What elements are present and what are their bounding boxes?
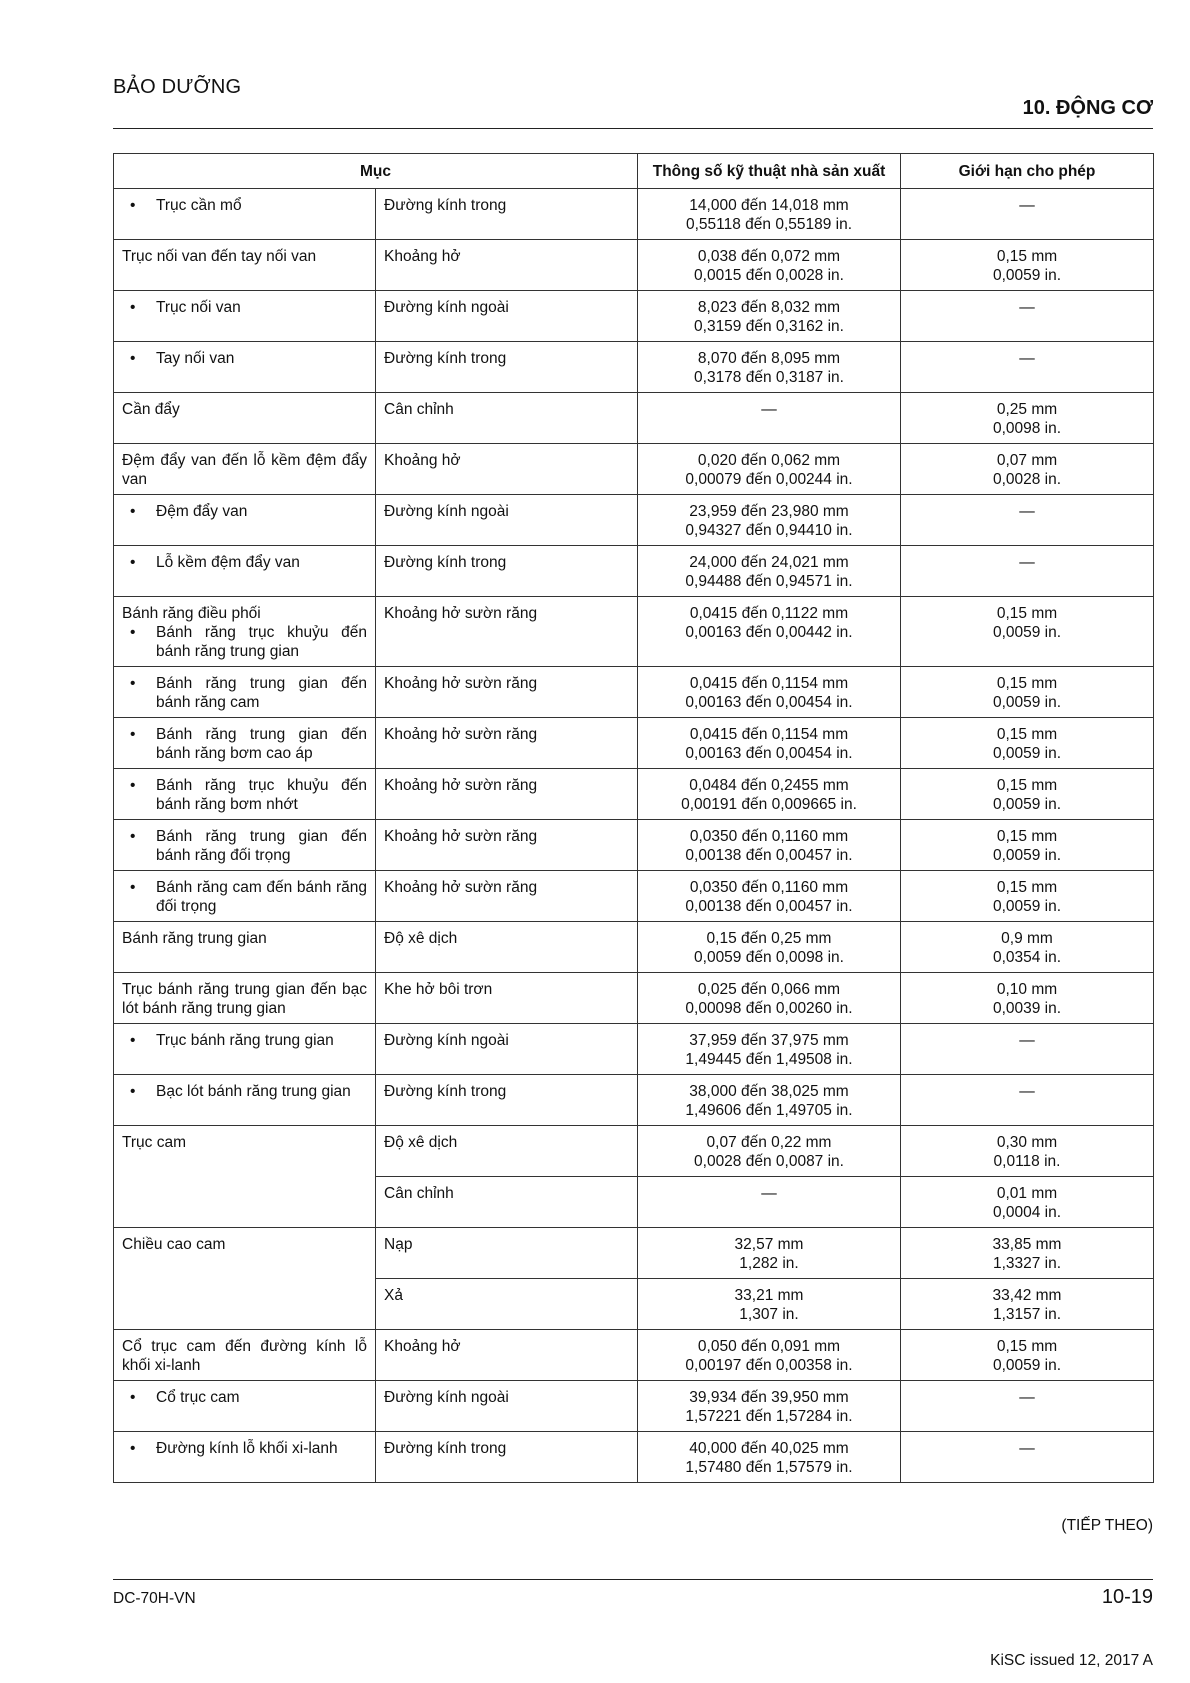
item-cell [114, 973, 376, 1024]
item-cell [114, 769, 376, 820]
spec-cell [638, 820, 901, 871]
item-label: Trục cam [122, 1134, 187, 1151]
limit-value: 0,0059 in. [992, 1357, 1062, 1374]
bullet-item [122, 502, 367, 521]
spec-cell [638, 393, 901, 444]
spec-value: 0,00191 đến 0,009665 in. [681, 796, 857, 813]
limit-cell [901, 1381, 1154, 1432]
spec-cell [638, 1024, 901, 1075]
parameter-cell: Xả [376, 1279, 638, 1330]
spec-cell [638, 1126, 901, 1177]
table-row [114, 546, 1154, 597]
bullet-icon: • [130, 675, 136, 692]
table-row [114, 189, 1154, 240]
spec-cell [638, 667, 901, 718]
spec-value: 0,00098 đến 0,00260 in. [685, 1000, 853, 1017]
column-header-limit: Giới hạn cho phép [901, 154, 1154, 189]
limit-cell [901, 342, 1154, 393]
column-header-item: Mục [114, 154, 638, 189]
spec-value: — [761, 401, 777, 418]
limit-cell [901, 922, 1154, 973]
spec-cell [638, 291, 901, 342]
item-cell [114, 546, 376, 597]
spec-value: 14,000 đến 14,018 mm [689, 197, 849, 214]
limit-value: — [1019, 197, 1035, 214]
spec-value: 40,000 đến 40,025 mm [689, 1440, 849, 1457]
limit-value: 0,9 mm [1001, 930, 1053, 947]
item-label: Đệm đẩy van [156, 503, 248, 520]
item-label: Cần đẩy [122, 401, 180, 418]
parameter-cell: Đường kính ngoài [376, 1024, 638, 1075]
parameter-cell: Đường kính ngoài [376, 1381, 638, 1432]
item-cell [114, 1330, 376, 1381]
table-row [114, 718, 1154, 769]
header-divider [113, 128, 1153, 129]
spec-cell [638, 597, 901, 667]
bullet-item [122, 349, 367, 368]
item-cell [114, 291, 376, 342]
limit-value: 0,0028 in. [992, 471, 1062, 488]
bullet-icon: • [130, 1389, 136, 1406]
item-cell [114, 189, 376, 240]
table-row [114, 667, 1154, 718]
limit-cell [901, 718, 1154, 769]
item-label: Tay nối van [156, 350, 235, 367]
spec-cell [638, 189, 901, 240]
limit-value: 0,0004 in. [992, 1204, 1062, 1221]
item-label: Đường kính lỗ khối xi-lanh [156, 1440, 338, 1457]
spec-value: 23,959 đến 23,980 mm [689, 503, 849, 520]
bullet-item [122, 298, 367, 317]
limit-value: 0,25 mm [996, 401, 1058, 418]
table-row [114, 1330, 1154, 1381]
limit-cell [901, 1330, 1154, 1381]
spec-value: 0,020 đến 0,062 mm [697, 452, 841, 469]
limit-value: — [1019, 1389, 1035, 1406]
parameter-cell: Khoảng hở sườn răng [376, 667, 638, 718]
spec-cell [638, 1330, 901, 1381]
bullet-item [122, 196, 367, 215]
item-label: Trục bánh răng trung gian đến bạc lót bánh răng trung gian [122, 981, 367, 1017]
limit-value: 0,01 mm [996, 1185, 1058, 1202]
subitem-label: Bánh răng trục khuỷu đến bánh răng trung gian [156, 624, 367, 660]
section-title: BẢO DƯỠNG [113, 76, 242, 98]
table-row [114, 393, 1154, 444]
limit-value: — [1019, 299, 1035, 316]
bullet-icon: • [130, 879, 136, 896]
spec-value: 0,00197 đến 0,00358 in. [685, 1357, 853, 1374]
spec-value: 0,0415 đến 0,1154 mm [689, 675, 849, 692]
parameter-cell: Khoảng hở sườn răng [376, 769, 638, 820]
limit-cell [901, 597, 1154, 667]
table-row [114, 820, 1154, 871]
item-cell [114, 444, 376, 495]
parameter-cell: Khoảng hở sườn răng [376, 820, 638, 871]
table-row [114, 1228, 1154, 1279]
item-label: Trục cần mổ [156, 197, 242, 214]
table-row [114, 597, 1154, 667]
item-label: Chiều cao cam [122, 1236, 226, 1253]
item-label: Bánh răng trung gian đến bánh răng đối trọng [156, 828, 367, 864]
bullet-item [122, 553, 367, 572]
table-row [114, 291, 1154, 342]
table-header-row [114, 154, 1154, 189]
spec-cell [638, 871, 901, 922]
bullet-item [122, 1082, 367, 1101]
spec-cell [638, 1228, 901, 1279]
limit-cell [901, 820, 1154, 871]
parameter-cell: Khoảng hở [376, 240, 638, 291]
document-code: DC-70H-VN [113, 1590, 196, 1607]
spec-cell [638, 973, 901, 1024]
spec-value: 0,0415 đến 0,1122 mm [689, 605, 849, 622]
bullet-icon: • [130, 777, 136, 794]
limit-cell [901, 240, 1154, 291]
parameter-cell: Đường kính trong [376, 1075, 638, 1126]
spec-value: 0,00138 đến 0,00457 in. [685, 847, 853, 864]
limit-value: 0,0059 in. [992, 796, 1062, 813]
spec-value: 0,00079 đến 0,00244 in. [685, 471, 853, 488]
spec-value: 0,3159 đến 0,3162 in. [694, 318, 844, 335]
parameter-cell: Khe hở bôi trơn [376, 973, 638, 1024]
column-header-spec: Thông số kỹ thuật nhà sản xuất [638, 154, 901, 189]
item-cell [114, 495, 376, 546]
limit-value: — [1019, 503, 1035, 520]
spec-value: 38,000 đến 38,025 mm [689, 1083, 849, 1100]
item-cell [114, 240, 376, 291]
spec-value: 0,07 đến 0,22 mm [706, 1134, 832, 1151]
spec-value: 0,0350 đến 0,1160 mm [689, 828, 849, 845]
limit-cell [901, 1075, 1154, 1126]
spec-cell [638, 769, 901, 820]
parameter-cell: Cân chỉnh [376, 393, 638, 444]
spec-value: 0,55118 đến 0,55189 in. [685, 216, 853, 233]
issue-note: KiSC issued 12, 2017 A [990, 1652, 1153, 1669]
item-cell [114, 1126, 376, 1228]
spec-value: 0,0415 đến 0,1154 mm [689, 726, 849, 743]
limit-value: 1,3327 in. [992, 1255, 1062, 1272]
spec-value: 24,000 đến 24,021 mm [689, 554, 849, 571]
spec-value: 8,023 đến 8,032 mm [697, 299, 841, 316]
item-label: Bánh răng trung gian đến bánh răng bơm cao áp [156, 726, 367, 762]
bullet-icon: • [130, 624, 136, 641]
item-cell [114, 667, 376, 718]
spec-value: 0,038 đến 0,072 mm [697, 248, 841, 265]
item-label: Bánh răng điều phối [122, 605, 261, 622]
item-label: Đệm đẩy van đến lỗ kềm đệm đẩy van [122, 452, 367, 488]
spec-value: 0,0015 đến 0,0028 in. [694, 267, 844, 284]
bullet-item [122, 1388, 367, 1407]
limit-value: 0,0059 in. [992, 624, 1062, 641]
limit-cell [901, 871, 1154, 922]
spec-value: 32,57 mm [734, 1236, 804, 1253]
spec-value: — [761, 1185, 777, 1202]
limit-value: — [1019, 350, 1035, 367]
item-label: Cổ trục cam đến đường kính lỗ khối xi-lanh [122, 1338, 367, 1374]
item-label: Bánh răng trục khuỷu đến bánh răng bơm nhớt [156, 777, 367, 813]
chapter-title: 10. ĐỘNG CƠ [1022, 97, 1153, 119]
parameter-cell: Đường kính trong [376, 546, 638, 597]
parameter-cell: Khoảng hở [376, 1330, 638, 1381]
item-label: Cổ trục cam [156, 1389, 240, 1406]
limit-cell [901, 973, 1154, 1024]
limit-cell [901, 495, 1154, 546]
table-row [114, 495, 1154, 546]
bullet-item [122, 1439, 367, 1458]
table-row [114, 240, 1154, 291]
bullet-item [122, 878, 367, 916]
limit-cell [901, 1024, 1154, 1075]
spec-value: 0,00163 đến 0,00442 in. [685, 624, 853, 641]
bullet-item [122, 674, 367, 712]
parameter-cell: Đường kính trong [376, 342, 638, 393]
spec-cell [638, 922, 901, 973]
spec-value: 37,959 đến 37,975 mm [689, 1032, 849, 1049]
item-label: Bánh răng trung gian [122, 930, 267, 947]
bullet-item [122, 725, 367, 763]
limit-value: 0,30 mm [996, 1134, 1058, 1151]
table-row [114, 871, 1154, 922]
table-row [114, 444, 1154, 495]
table-row [114, 1024, 1154, 1075]
limit-value: — [1019, 554, 1035, 571]
parameter-cell: Khoảng hở sườn răng [376, 871, 638, 922]
bullet-icon: • [130, 1032, 136, 1049]
spec-cell [638, 1177, 901, 1228]
limit-value: 1,3157 in. [992, 1306, 1062, 1323]
table-row [114, 342, 1154, 393]
spec-cell [638, 240, 901, 291]
limit-value: 0,0059 in. [992, 898, 1062, 915]
parameter-cell: Nạp [376, 1228, 638, 1279]
item-cell [114, 393, 376, 444]
item-cell [114, 1432, 376, 1483]
bullet-icon: • [130, 299, 136, 316]
limit-value: 0,0059 in. [992, 745, 1062, 762]
spec-cell [638, 1381, 901, 1432]
limit-cell [901, 444, 1154, 495]
item-cell [114, 718, 376, 769]
bullet-icon: • [130, 503, 136, 520]
bullet-icon: • [130, 828, 136, 845]
item-cell [114, 597, 376, 667]
parameter-cell: Khoảng hở sườn răng [376, 718, 638, 769]
footer-divider [113, 1579, 1153, 1580]
spec-value: 1,49606 đến 1,49705 in. [685, 1102, 853, 1119]
parameter-cell: Đường kính trong [376, 1432, 638, 1483]
limit-value: 0,15 mm [996, 248, 1058, 265]
spec-value: 1,57221 đến 1,57284 in. [685, 1408, 853, 1425]
item-label: Lỗ kềm đệm đẩy van [156, 554, 300, 571]
spec-cell [638, 495, 901, 546]
table-row [114, 769, 1154, 820]
spec-value: 1,49445 đến 1,49508 in. [685, 1051, 853, 1068]
item-cell [114, 820, 376, 871]
limit-value: 0,15 mm [996, 1338, 1058, 1355]
item-cell [114, 1024, 376, 1075]
limit-value: 0,15 mm [996, 777, 1058, 794]
continued-note: (TIẾP THEO) [1061, 1517, 1153, 1534]
spec-cell [638, 1432, 901, 1483]
limit-value: 0,0118 in. [993, 1153, 1061, 1170]
bullet-icon: • [130, 1083, 136, 1100]
limit-cell [901, 1432, 1154, 1483]
spec-value: 39,934 đến 39,950 mm [689, 1389, 849, 1406]
limit-cell [901, 1228, 1154, 1279]
item-cell [114, 1381, 376, 1432]
limit-value: 0,15 mm [996, 879, 1058, 896]
limit-value: — [1019, 1440, 1035, 1457]
limit-value: 33,42 mm [992, 1287, 1062, 1304]
table-row [114, 1126, 1154, 1177]
limit-cell [901, 189, 1154, 240]
limit-value: 0,15 mm [996, 726, 1058, 743]
spec-table [113, 153, 1154, 1483]
spec-value: 0,15 đến 0,25 mm [706, 930, 832, 947]
limit-value: 0,07 mm [996, 452, 1058, 469]
parameter-cell: Khoảng hở [376, 444, 638, 495]
item-label: Bạc lót bánh răng trung gian [156, 1083, 351, 1100]
item-label: Bánh răng trung gian đến bánh răng cam [156, 675, 367, 711]
spec-cell [638, 1075, 901, 1126]
limit-value: — [1019, 1032, 1035, 1049]
parameter-cell: Cân chỉnh [376, 1177, 638, 1228]
bullet-item [122, 623, 367, 661]
spec-cell [638, 546, 901, 597]
spec-value: 0,0484 đến 0,2455 mm [689, 777, 849, 794]
table-row [114, 973, 1154, 1024]
item-label: Trục nối van đến tay nối van [122, 248, 317, 265]
limit-cell [901, 1126, 1154, 1177]
limit-value: 0,0059 in. [992, 847, 1062, 864]
bullet-icon: • [130, 350, 136, 367]
bullet-icon: • [130, 554, 136, 571]
spec-value: 0,025 đến 0,066 mm [697, 981, 841, 998]
limit-value: 0,15 mm [996, 828, 1058, 845]
limit-value: 0,0039 in. [992, 1000, 1062, 1017]
table-row [114, 1432, 1154, 1483]
table-row [114, 922, 1154, 973]
table-row [114, 1381, 1154, 1432]
parameter-cell: Độ xê dịch [376, 1126, 638, 1177]
spec-cell [638, 444, 901, 495]
spec-value: 1,282 in. [739, 1255, 799, 1272]
limit-cell [901, 393, 1154, 444]
limit-value: 0,0059 in. [992, 267, 1062, 284]
limit-value: 0,15 mm [996, 605, 1058, 622]
bullet-item [122, 1031, 367, 1050]
spec-value: 1,57480 đến 1,57579 in. [685, 1459, 853, 1476]
limit-value: — [1019, 1083, 1035, 1100]
spec-value: 0,94327 đến 0,94410 in. [685, 522, 853, 539]
spec-value: 1,307 in. [739, 1306, 799, 1323]
parameter-cell: Khoảng hở sườn răng [376, 597, 638, 667]
limit-value: 0,15 mm [996, 675, 1058, 692]
parameter-cell: Độ xê dịch [376, 922, 638, 973]
limit-cell [901, 769, 1154, 820]
limit-cell [901, 291, 1154, 342]
spec-cell [638, 1279, 901, 1330]
spec-value: 8,070 đến 8,095 mm [697, 350, 841, 367]
spec-cell [638, 342, 901, 393]
table-body [114, 189, 1154, 1483]
spec-cell [638, 718, 901, 769]
parameter-cell: Đường kính trong [376, 189, 638, 240]
limit-cell [901, 667, 1154, 718]
limit-value: 0,0059 in. [992, 694, 1062, 711]
spec-value: 0,0028 đến 0,0087 in. [694, 1153, 844, 1170]
bullet-icon: • [130, 726, 136, 743]
item-label: Bánh răng cam đến bánh răng đối trọng [156, 879, 367, 915]
spec-value: 0,00163 đến 0,00454 in. [685, 694, 853, 711]
spec-value: 0,00138 đến 0,00457 in. [685, 898, 853, 915]
spec-value: 33,21 mm [734, 1287, 804, 1304]
bullet-icon: • [130, 197, 136, 214]
limit-value: 0,0098 in. [992, 420, 1062, 437]
item-label: Trục bánh răng trung gian [156, 1032, 334, 1049]
item-cell [114, 342, 376, 393]
parameter-cell: Đường kính ngoài [376, 291, 638, 342]
spec-value: 0,0350 đến 0,1160 mm [689, 879, 849, 896]
bullet-item [122, 776, 367, 814]
limit-value: 0,0354 in. [992, 949, 1062, 966]
spec-value: 0,3178 đến 0,3187 in. [694, 369, 844, 386]
limit-cell [901, 546, 1154, 597]
item-cell [114, 1075, 376, 1126]
parameter-cell: Đường kính ngoài [376, 495, 638, 546]
item-cell [114, 871, 376, 922]
item-label: Trục nối van [156, 299, 241, 316]
limit-cell [901, 1279, 1154, 1330]
item-cell [114, 922, 376, 973]
spec-value: 0,0059 đến 0,0098 in. [694, 949, 844, 966]
spec-value: 0,050 đến 0,091 mm [697, 1338, 841, 1355]
bullet-icon: • [130, 1440, 136, 1457]
limit-value: 0,10 mm [996, 981, 1058, 998]
spec-value: 0,00163 đến 0,00454 in. [685, 745, 853, 762]
page-number: 10-19 [1101, 1586, 1153, 1608]
bullet-item [122, 827, 367, 865]
spec-value: 0,94488 đến 0,94571 in. [685, 573, 853, 590]
limit-cell [901, 1177, 1154, 1228]
limit-value: 33,85 mm [992, 1236, 1062, 1253]
table-row [114, 1075, 1154, 1126]
item-cell [114, 1228, 376, 1330]
